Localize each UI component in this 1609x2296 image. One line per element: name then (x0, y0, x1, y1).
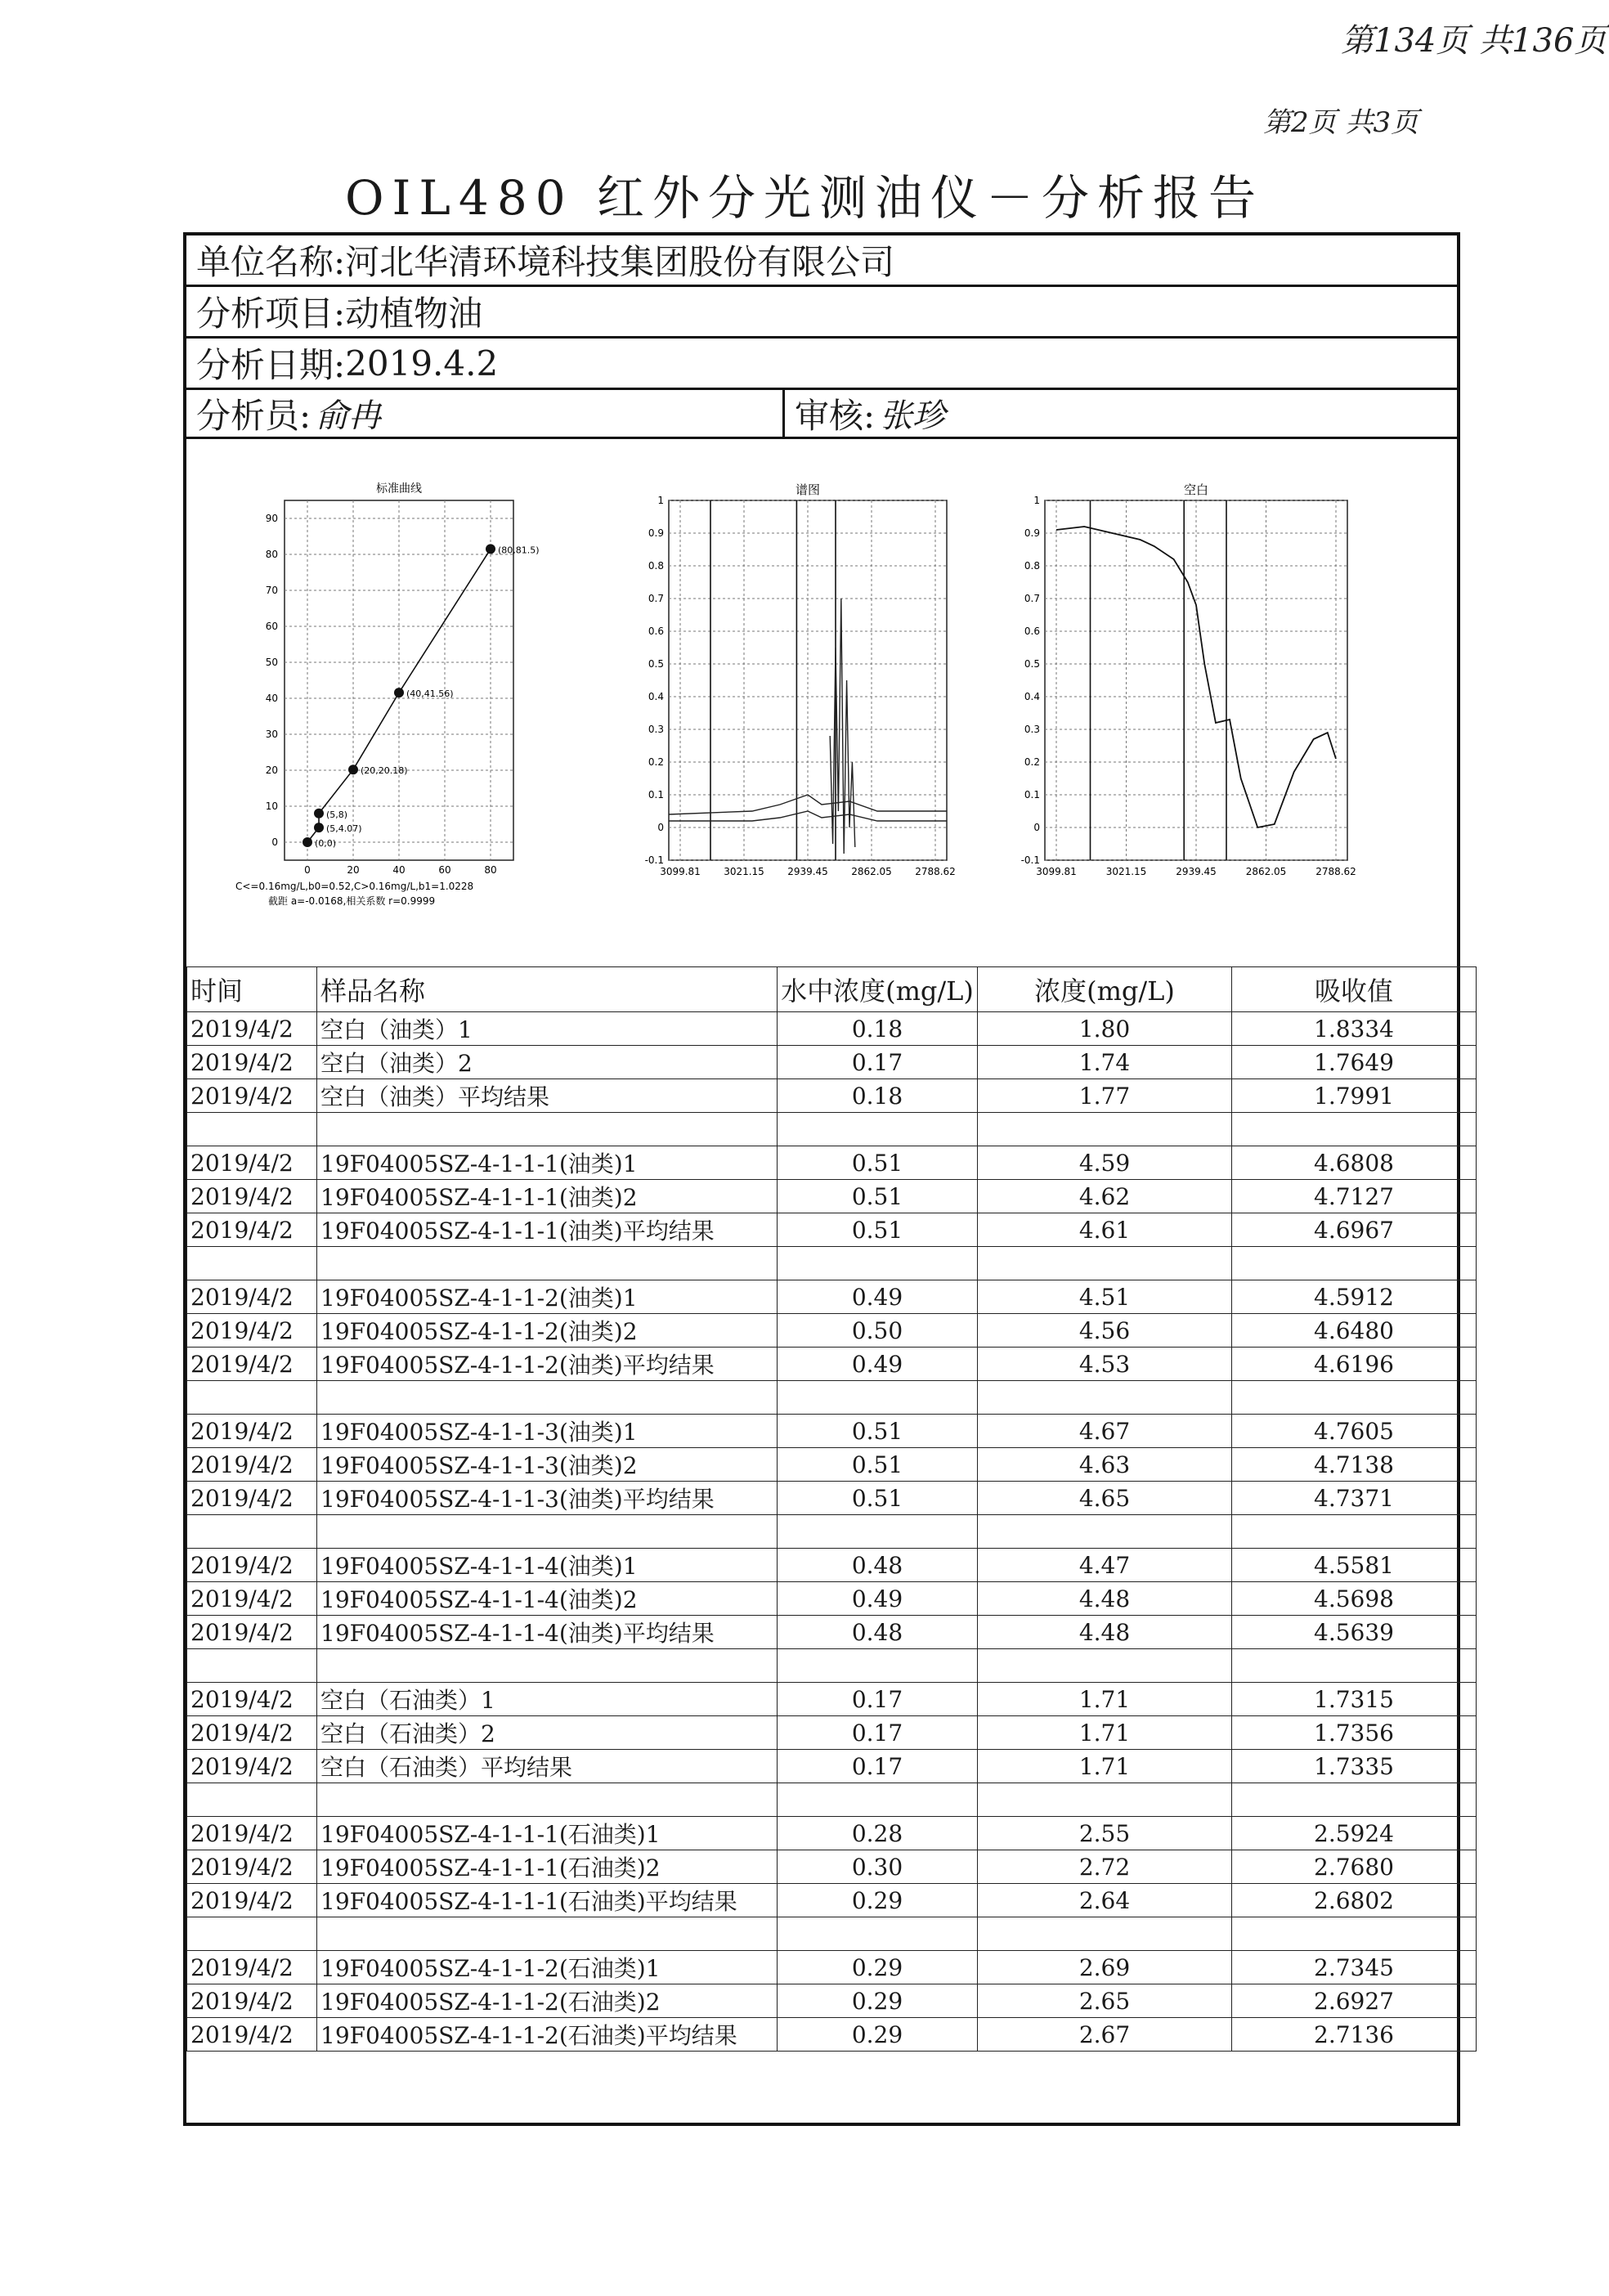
table-row (187, 1683, 1477, 1716)
header-water-concentration: 水中浓度(mg/L) (778, 967, 978, 1012)
table-row (187, 1817, 1477, 1850)
std-footnote-2: 截距 a=-0.0168,相关系数 r=0.9999 (268, 895, 436, 907)
date-row (186, 339, 1457, 390)
cell-absorbance: 4.5581 (1232, 1549, 1477, 1582)
cell-absorbance: 4.6967 (1232, 1213, 1477, 1247)
std-point-label: (80,81.5) (498, 545, 540, 556)
cell-concentration (978, 1113, 1232, 1146)
cell-absorbance: 4.7371 (1232, 1482, 1477, 1515)
blank-xtick-label: 2788.62 (1315, 866, 1356, 877)
cell-water-concentration: 0.17 (778, 1716, 978, 1750)
std-data-point (314, 823, 324, 832)
cell-water-concentration: 0.18 (778, 1012, 978, 1046)
std-data-point (303, 837, 312, 847)
cell-water-concentration (778, 1247, 978, 1280)
blank-ytick-label: -0.1 (1020, 854, 1040, 866)
cell-sample-name: 19F04005SZ-4-1-1-2(油类)1 (317, 1280, 778, 1314)
cell-concentration: 4.47 (978, 1549, 1232, 1582)
cell-sample-name: 空白（油类）1 (317, 1012, 778, 1046)
cell-sample-name (317, 1917, 778, 1951)
analyst-label: 分析员: (196, 395, 311, 436)
blank-ytick-label: 0.5 (1024, 658, 1040, 670)
cell-absorbance: 4.5698 (1232, 1582, 1477, 1616)
table-row (187, 1079, 1477, 1113)
cell-water-concentration: 0.51 (778, 1146, 978, 1180)
cell-time: 2019/4/2 (187, 1884, 317, 1917)
cell-concentration: 4.61 (978, 1213, 1232, 1247)
cell-sample-name: 19F04005SZ-4-1-1-1(油类)1 (317, 1146, 778, 1180)
cell-water-concentration: 0.17 (778, 1750, 978, 1783)
cell-concentration: 1.80 (978, 1012, 1232, 1046)
item-value: 动植物油 (345, 294, 483, 334)
std-ytick-label: 90 (265, 513, 278, 524)
cell-absorbance: 1.7991 (1232, 1079, 1477, 1113)
cell-absorbance: 2.6927 (1232, 1984, 1477, 2018)
cell-water-concentration: 0.49 (778, 1582, 978, 1616)
cell-sample-name: 19F04005SZ-4-1-1-2(石油类)1 (317, 1951, 778, 1984)
cell-water-concentration (778, 1649, 978, 1683)
cell-sample-name: 19F04005SZ-4-1-1-2(油类)2 (317, 1314, 778, 1348)
cell-water-concentration (778, 1515, 978, 1549)
std-ytick-label: 80 (265, 549, 278, 560)
std-xtick-label: 20 (347, 864, 360, 876)
cell-sample-name (317, 1649, 778, 1683)
cell-water-concentration: 0.48 (778, 1616, 978, 1649)
blank-xtick-label: 3021.15 (1105, 866, 1147, 877)
table-row (187, 1716, 1477, 1750)
cell-absorbance (1232, 1113, 1477, 1146)
cell-concentration: 2.69 (978, 1951, 1232, 1984)
cell-time (187, 1649, 317, 1683)
cell-water-concentration (778, 1381, 978, 1415)
cell-absorbance (1232, 1515, 1477, 1549)
standard-curve-chart (235, 476, 579, 926)
cell-absorbance: 2.6802 (1232, 1884, 1477, 1917)
std-ytick-label: 70 (265, 585, 278, 596)
blank-ytick-label: 0.6 (1024, 626, 1040, 637)
cell-sample-name: 19F04005SZ-4-1-1-1(石油类)2 (317, 1850, 778, 1884)
cell-time: 2019/4/2 (187, 1482, 317, 1515)
spec-ytick-label: 0.9 (648, 527, 664, 539)
cell-absorbance: 4.7127 (1232, 1180, 1477, 1213)
std-point-label: (40,41.56) (406, 688, 454, 700)
cell-concentration: 2.72 (978, 1850, 1232, 1884)
blank-ytick-label: 0.3 (1024, 724, 1040, 735)
cell-sample-name: 19F04005SZ-4-1-1-3(油类)1 (317, 1415, 778, 1448)
cell-concentration: 4.62 (978, 1180, 1232, 1213)
blank-ytick-label: 0.9 (1024, 527, 1040, 539)
cell-sample-name: 19F04005SZ-4-1-1-2(油类)平均结果 (317, 1348, 778, 1381)
cell-sample-name: 19F04005SZ-4-1-1-4(油类)平均结果 (317, 1616, 778, 1649)
header-time: 时间 (187, 967, 317, 1012)
cell-time: 2019/4/2 (187, 1146, 317, 1180)
cell-water-concentration (778, 1783, 978, 1817)
table-row (187, 1649, 1477, 1683)
table-row (187, 1582, 1477, 1616)
cell-sample-name (317, 1381, 778, 1415)
cell-absorbance: 1.7649 (1232, 1046, 1477, 1079)
results-table (186, 966, 1477, 2052)
std-data-point (394, 688, 404, 697)
cell-sample-name: 19F04005SZ-4-1-1-3(油类)2 (317, 1448, 778, 1482)
cell-time: 2019/4/2 (187, 1348, 317, 1381)
cell-sample-name: 空白（石油类）1 (317, 1683, 778, 1716)
cell-concentration (978, 1381, 1232, 1415)
std-ytick-label: 30 (265, 729, 278, 740)
cell-sample-name: 19F04005SZ-4-1-1-2(石油类)2 (317, 1984, 778, 2018)
cell-time: 2019/4/2 (187, 1448, 317, 1482)
table-row (187, 1314, 1477, 1348)
blank-ytick-label: 0.1 (1024, 789, 1040, 800)
header-concentration: 浓度(mg/L) (978, 967, 1232, 1012)
cell-absorbance: 4.6808 (1232, 1146, 1477, 1180)
table-row (187, 1146, 1477, 1180)
cell-water-concentration (778, 1113, 978, 1146)
std-data-point (486, 544, 495, 554)
cell-absorbance (1232, 1783, 1477, 1817)
cell-concentration: 2.67 (978, 2018, 1232, 2052)
unit-value: 河北华清环境科技集团股份有限公司 (345, 242, 895, 282)
cell-concentration: 2.64 (978, 1884, 1232, 1917)
table-row (187, 1515, 1477, 1549)
std-footnote-1: C<=0.16mg/L,b0=0.52,C>0.16mg/L,b1=1.0228 (235, 881, 474, 892)
cell-water-concentration: 0.29 (778, 1884, 978, 1917)
std-point-label: (0,0) (315, 838, 337, 849)
item-row (186, 287, 1457, 339)
std-xtick-label: 40 (392, 864, 406, 876)
cell-absorbance: 4.7138 (1232, 1448, 1477, 1482)
cell-absorbance: 1.7335 (1232, 1750, 1477, 1783)
blank-ytick-label: 0.4 (1024, 691, 1040, 702)
blank-chart (996, 476, 1364, 934)
cell-sample-name: 19F04005SZ-4-1-1-3(油类)平均结果 (317, 1482, 778, 1515)
cell-time (187, 1381, 317, 1415)
spec-ytick-label: 1 (657, 495, 664, 506)
unit-row (186, 235, 1457, 287)
table-row (187, 1984, 1477, 2018)
charts-area (186, 439, 1457, 966)
header-sample-name: 样品名称 (317, 967, 778, 1012)
cell-concentration (978, 1247, 1232, 1280)
cell-absorbance: 2.7345 (1232, 1951, 1477, 1984)
cell-sample-name: 19F04005SZ-4-1-1-1(油类)平均结果 (317, 1213, 778, 1247)
cell-concentration: 2.55 (978, 1817, 1232, 1850)
cell-water-concentration (778, 1917, 978, 1951)
table-row (187, 1951, 1477, 1984)
cell-absorbance: 2.7680 (1232, 1850, 1477, 1884)
table-row (187, 2018, 1477, 2052)
std-xtick-label: 60 (438, 864, 451, 876)
cell-water-concentration: 0.51 (778, 1213, 978, 1247)
cell-concentration (978, 1783, 1232, 1817)
std-point-label: (5,4.07) (326, 823, 362, 835)
cell-absorbance (1232, 1381, 1477, 1415)
cell-sample-name (317, 1113, 778, 1146)
cell-time: 2019/4/2 (187, 1012, 317, 1046)
cell-sample-name: 空白（石油类）2 (317, 1716, 778, 1750)
cell-water-concentration: 0.29 (778, 1984, 978, 2018)
table-row (187, 1415, 1477, 1448)
item-label: 分析项目: (196, 294, 346, 334)
blank-chart-title: 空白 (1183, 482, 1209, 497)
unit-label: 单位名称: (196, 242, 346, 282)
std-point-label: (20,20.18) (361, 765, 408, 777)
cell-absorbance: 2.7136 (1232, 2018, 1477, 2052)
cell-time (187, 1515, 317, 1549)
handwritten-page-total: 第134页 共136页 (1341, 22, 1607, 60)
cell-time (187, 1247, 317, 1280)
cell-time: 2019/4/2 (187, 1046, 317, 1079)
cell-water-concentration: 0.30 (778, 1850, 978, 1884)
cell-concentration (978, 1649, 1232, 1683)
spec-ytick-label: 0.2 (648, 756, 664, 768)
cell-water-concentration: 0.17 (778, 1683, 978, 1716)
cell-time: 2019/4/2 (187, 1817, 317, 1850)
std-data-point (348, 765, 358, 774)
cell-absorbance: 4.5639 (1232, 1616, 1477, 1649)
table-row (187, 1113, 1477, 1146)
cell-time: 2019/4/2 (187, 1683, 317, 1716)
cell-time: 2019/4/2 (187, 2018, 317, 2052)
date-value: 2019.4.2 (345, 343, 499, 383)
cell-sample-name: 空白（油类）平均结果 (317, 1079, 778, 1113)
analyst-signature: 俞冉 (316, 397, 382, 435)
cell-concentration: 4.48 (978, 1582, 1232, 1616)
table-row (187, 1012, 1477, 1046)
std-point-label: (5,8) (326, 809, 348, 820)
cell-water-concentration: 0.18 (778, 1079, 978, 1113)
std-ytick-label: 40 (265, 693, 278, 704)
table-row (187, 1213, 1477, 1247)
cell-water-concentration: 0.51 (778, 1180, 978, 1213)
spec-xtick-label: 3099.81 (660, 866, 701, 877)
report-title: OIL480 红外分光测油仪－分析报告 (344, 170, 1265, 226)
cell-time: 2019/4/2 (187, 1716, 317, 1750)
table-row (187, 1448, 1477, 1482)
cell-sample-name: 19F04005SZ-4-1-1-2(石油类)平均结果 (317, 2018, 778, 2052)
cell-water-concentration: 0.28 (778, 1817, 978, 1850)
std-ytick-label: 60 (265, 621, 278, 632)
cell-time: 2019/4/2 (187, 1951, 317, 1984)
cell-time (187, 1783, 317, 1817)
date-label: 分析日期: (196, 345, 346, 385)
spec-ytick-label: 0.6 (648, 626, 664, 637)
blank-ytick-label: 1 (1033, 495, 1040, 506)
cell-absorbance: 1.7315 (1232, 1683, 1477, 1716)
cell-time: 2019/4/2 (187, 1280, 317, 1314)
blank-xtick-label: 3099.81 (1036, 866, 1077, 877)
cell-concentration: 1.71 (978, 1683, 1232, 1716)
std-ytick-label: 50 (265, 657, 278, 668)
cell-concentration: 4.65 (978, 1482, 1232, 1515)
cell-time: 2019/4/2 (187, 1850, 317, 1884)
table-row (187, 1381, 1477, 1415)
standard-curve-svg (235, 476, 579, 926)
std-xtick-label: 0 (304, 864, 311, 876)
spec-ytick-label: 0.7 (648, 593, 664, 604)
spec-chart-title: 谱图 (795, 482, 821, 497)
cell-time: 2019/4/2 (187, 1314, 317, 1348)
cell-time: 2019/4/2 (187, 1079, 317, 1113)
cell-time (187, 1917, 317, 1951)
std-ytick-label: 20 (265, 765, 278, 776)
cell-water-concentration: 0.51 (778, 1415, 978, 1448)
spec-xtick-label: 2788.62 (915, 866, 956, 877)
cell-sample-name: 19F04005SZ-4-1-1-4(油类)2 (317, 1582, 778, 1616)
cell-water-concentration: 0.29 (778, 2018, 978, 2052)
spectrum-svg (628, 476, 963, 934)
cell-absorbance: 4.5912 (1232, 1280, 1477, 1314)
cell-concentration (978, 1917, 1232, 1951)
cell-water-concentration: 0.50 (778, 1314, 978, 1348)
cell-concentration: 1.71 (978, 1750, 1232, 1783)
cell-absorbance: 4.6196 (1232, 1348, 1477, 1381)
cell-concentration: 4.56 (978, 1314, 1232, 1348)
table-row (187, 1549, 1477, 1582)
cell-time: 2019/4/2 (187, 1582, 317, 1616)
cell-absorbance: 4.7605 (1232, 1415, 1477, 1448)
cell-sample-name: 19F04005SZ-4-1-1-4(油类)1 (317, 1549, 778, 1582)
reviewer-signature: 张珍 (880, 397, 946, 435)
cell-sample-name: 空白（石油类）平均结果 (317, 1750, 778, 1783)
analyst-cell (186, 390, 785, 437)
spectrum-chart (628, 476, 963, 934)
cell-absorbance (1232, 1649, 1477, 1683)
blank-ytick-label: 0 (1033, 822, 1040, 833)
blank-ytick-label: 0.8 (1024, 560, 1040, 572)
cell-water-concentration: 0.49 (778, 1280, 978, 1314)
std-data-point (314, 809, 324, 818)
cell-concentration: 2.65 (978, 1984, 1232, 2018)
page-number: 第2页 共3页 (1263, 106, 1419, 139)
std-ytick-label: 10 (265, 800, 278, 812)
cell-water-concentration: 0.51 (778, 1448, 978, 1482)
cell-sample-name (317, 1247, 778, 1280)
cell-sample-name (317, 1515, 778, 1549)
table-row (187, 1482, 1477, 1515)
signature-row (186, 390, 1457, 439)
cell-absorbance: 4.6480 (1232, 1314, 1477, 1348)
table-row (187, 1046, 1477, 1079)
blank-ytick-label: 0.7 (1024, 593, 1040, 604)
table-row (187, 1850, 1477, 1884)
spec-ytick-label: -0.1 (644, 854, 664, 866)
cell-absorbance: 1.7356 (1232, 1716, 1477, 1750)
cell-concentration: 4.67 (978, 1415, 1232, 1448)
cell-concentration: 4.48 (978, 1616, 1232, 1649)
cell-water-concentration: 0.17 (778, 1046, 978, 1079)
blank-ytick-label: 0.2 (1024, 756, 1040, 768)
blank-xtick-label: 2862.05 (1245, 866, 1287, 877)
blank-xtick-label: 2939.45 (1176, 866, 1217, 877)
cell-water-concentration: 0.48 (778, 1549, 978, 1582)
table-row (187, 1917, 1477, 1951)
cell-concentration: 1.77 (978, 1079, 1232, 1113)
cell-sample-name: 19F04005SZ-4-1-1-1(石油类)1 (317, 1817, 778, 1850)
cell-time: 2019/4/2 (187, 1549, 317, 1582)
cell-water-concentration: 0.51 (778, 1482, 978, 1515)
cell-sample-name: 19F04005SZ-4-1-1-1(油类)2 (317, 1180, 778, 1213)
spec-ytick-label: 0.8 (648, 560, 664, 572)
spec-xtick-label: 2862.05 (851, 866, 892, 877)
cell-time: 2019/4/2 (187, 1984, 317, 2018)
cell-time: 2019/4/2 (187, 1750, 317, 1783)
std-xtick-label: 80 (484, 864, 497, 876)
cell-concentration (978, 1515, 1232, 1549)
cell-absorbance (1232, 1247, 1477, 1280)
cell-sample-name: 空白（油类）2 (317, 1046, 778, 1079)
cell-time: 2019/4/2 (187, 1415, 317, 1448)
cell-water-concentration: 0.49 (778, 1348, 978, 1381)
cell-concentration: 4.63 (978, 1448, 1232, 1482)
cell-sample-name (317, 1783, 778, 1817)
reviewer-label: 审核: (795, 395, 876, 436)
table-row (187, 1348, 1477, 1381)
table-header-row (187, 967, 1477, 1012)
std-chart-title: 标准曲线 (376, 482, 422, 496)
table-row (187, 1884, 1477, 1917)
header-absorbance: 吸收值 (1232, 967, 1477, 1012)
table-row (187, 1280, 1477, 1314)
table-row (187, 1247, 1477, 1280)
std-ytick-label: 0 (271, 836, 278, 848)
table-row (187, 1616, 1477, 1649)
cell-concentration: 4.53 (978, 1348, 1232, 1381)
cell-absorbance (1232, 1917, 1477, 1951)
cell-absorbance: 2.5924 (1232, 1817, 1477, 1850)
cell-water-concentration: 0.29 (778, 1951, 978, 1984)
cell-absorbance: 1.8334 (1232, 1012, 1477, 1046)
cell-time (187, 1113, 317, 1146)
cell-time: 2019/4/2 (187, 1616, 317, 1649)
spec-ytick-label: 0.4 (648, 691, 664, 702)
cell-concentration: 1.71 (978, 1716, 1232, 1750)
table-row (187, 1783, 1477, 1817)
cell-concentration: 4.51 (978, 1280, 1232, 1314)
blank-svg (996, 476, 1364, 934)
cell-time: 2019/4/2 (187, 1213, 317, 1247)
table-row (187, 1180, 1477, 1213)
spec-ytick-label: 0.5 (648, 658, 664, 670)
spec-xtick-label: 2939.45 (787, 866, 828, 877)
spec-ytick-label: 0 (657, 822, 664, 833)
cell-concentration: 1.74 (978, 1046, 1232, 1079)
cell-sample-name: 19F04005SZ-4-1-1-1(石油类)平均结果 (317, 1884, 778, 1917)
spec-ytick-label: 0.3 (648, 724, 664, 735)
table-row (187, 1750, 1477, 1783)
cell-time: 2019/4/2 (187, 1180, 317, 1213)
reviewer-cell (785, 390, 945, 437)
cell-concentration: 4.59 (978, 1146, 1232, 1180)
spec-xtick-label: 3021.15 (724, 866, 764, 877)
spec-ytick-label: 0.1 (648, 789, 664, 800)
